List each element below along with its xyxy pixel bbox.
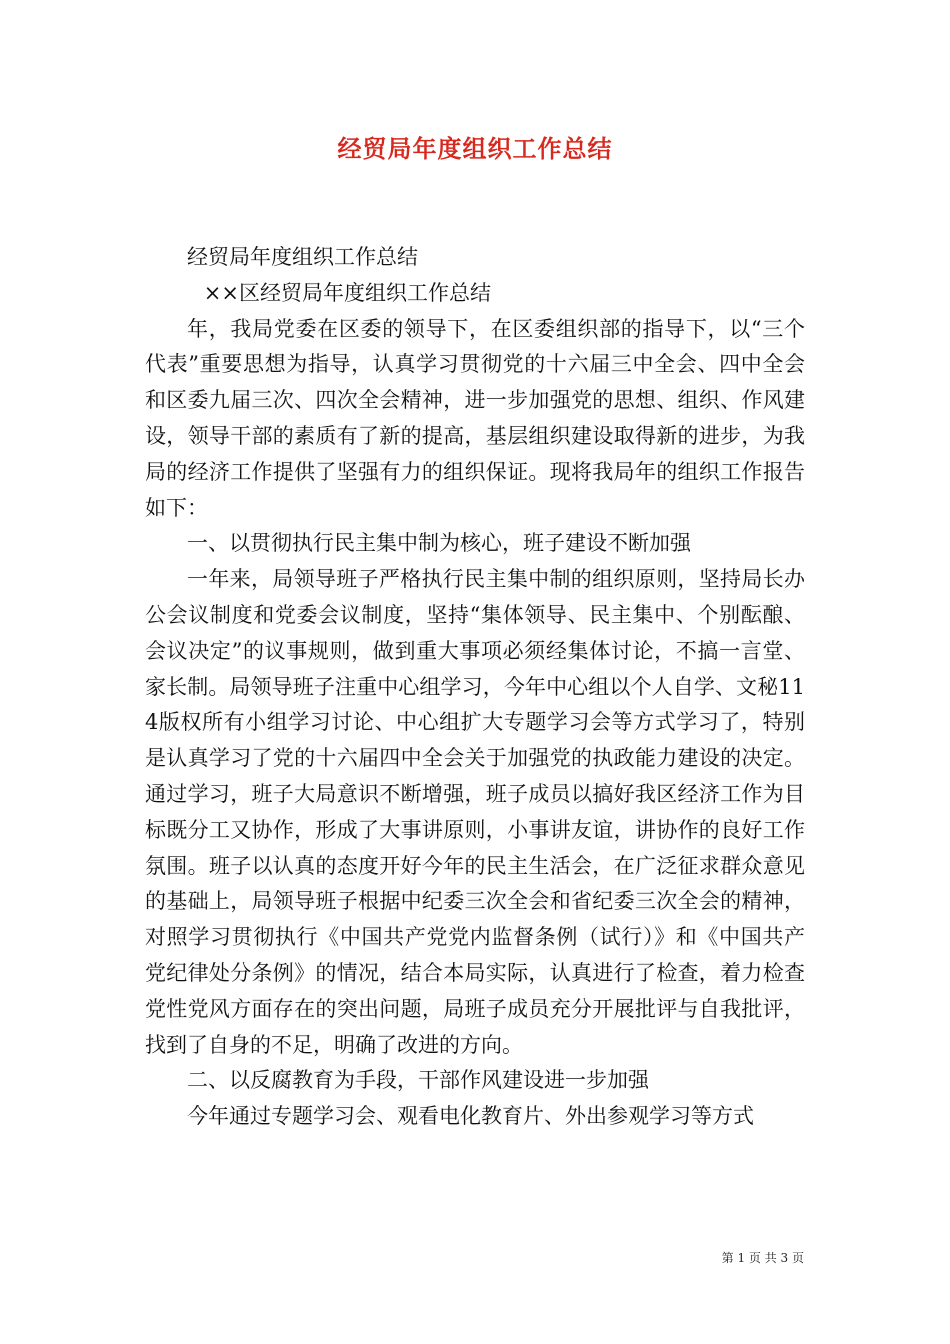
intro-paragraph: 年，我局党委在区委的领导下，在区委组织部的指导下，以“三个代表”重要思想为指导，认真学习贯彻党的十六届三中全会、四中全会和区委九届三次、四次全会精神，进一步加强党的思想、组织、作风建设，领导干部的素质有了新的提高，基层组织建设取得新的进步，为我局的经济工作提供了坚强有力的组织保证。现将我局年的组织工作报告如下： — [145, 316, 805, 520]
section-heading-2: 二、以反腐教育为手段，干部作风建设进一步加强 — [187, 1068, 649, 1093]
page-number: 第 1 页 共 3 页 — [721, 1251, 804, 1265]
document-body — [145, 240, 805, 1135]
section-heading-1: 一、以贯彻执行民主集中制为核心，班子建设不断加强 — [187, 531, 691, 556]
body-heading: 经贸局年度组织工作总结 — [187, 245, 418, 269]
section-paragraph-1: 一年来，局领导班子严格执行民主集中制的组织原则，坚持局长办公会议制度和党委会议制度，坚持“集体领导、民主集中、个别酝酿、会议决定”的议事规则，做到重大事项必须经集体讨论，不搞一言堂、家长制。局领导班子注重中心组学习，今年中心组以个人自学、文秘114版权所有小组学习讨论、中心组扩大专题学习会等方式学习了，特别是认真学习了党的十六届四中全会关于加强党的执政能力建设的决定。通过学习，班子大局意识不断增强，班子成员以搞好我区经济工作为目标既分工又协作，形成了大事讲原则，小事讲友谊，讲协作的良好工作氛围。班子以认真的态度开好今年的民主生活会，在广泛征求群众意见的基础上，局领导班子根据中纪委三次全会和省纪委三次全会的精神，对照学习贯彻执行《中国共产党党内监督条例（试行）》和《中国共产党纪律处分条例》的情况，结合本局实际，认真进行了检查，着力检查党性党风方面存在的突出问题，局班子成员充分开展批评与自我批评，找到了自身的不足，明确了改进的方向。 — [145, 567, 805, 1057]
body-subtitle: ××区经贸局年度组织工作总结 — [203, 280, 491, 305]
section-paragraph-2: 今年通过专题学习会、观看电化教育片、外出参观学习等方式 — [187, 1104, 754, 1129]
document-title: 经贸局年度组织工作总结 — [337, 134, 613, 163]
